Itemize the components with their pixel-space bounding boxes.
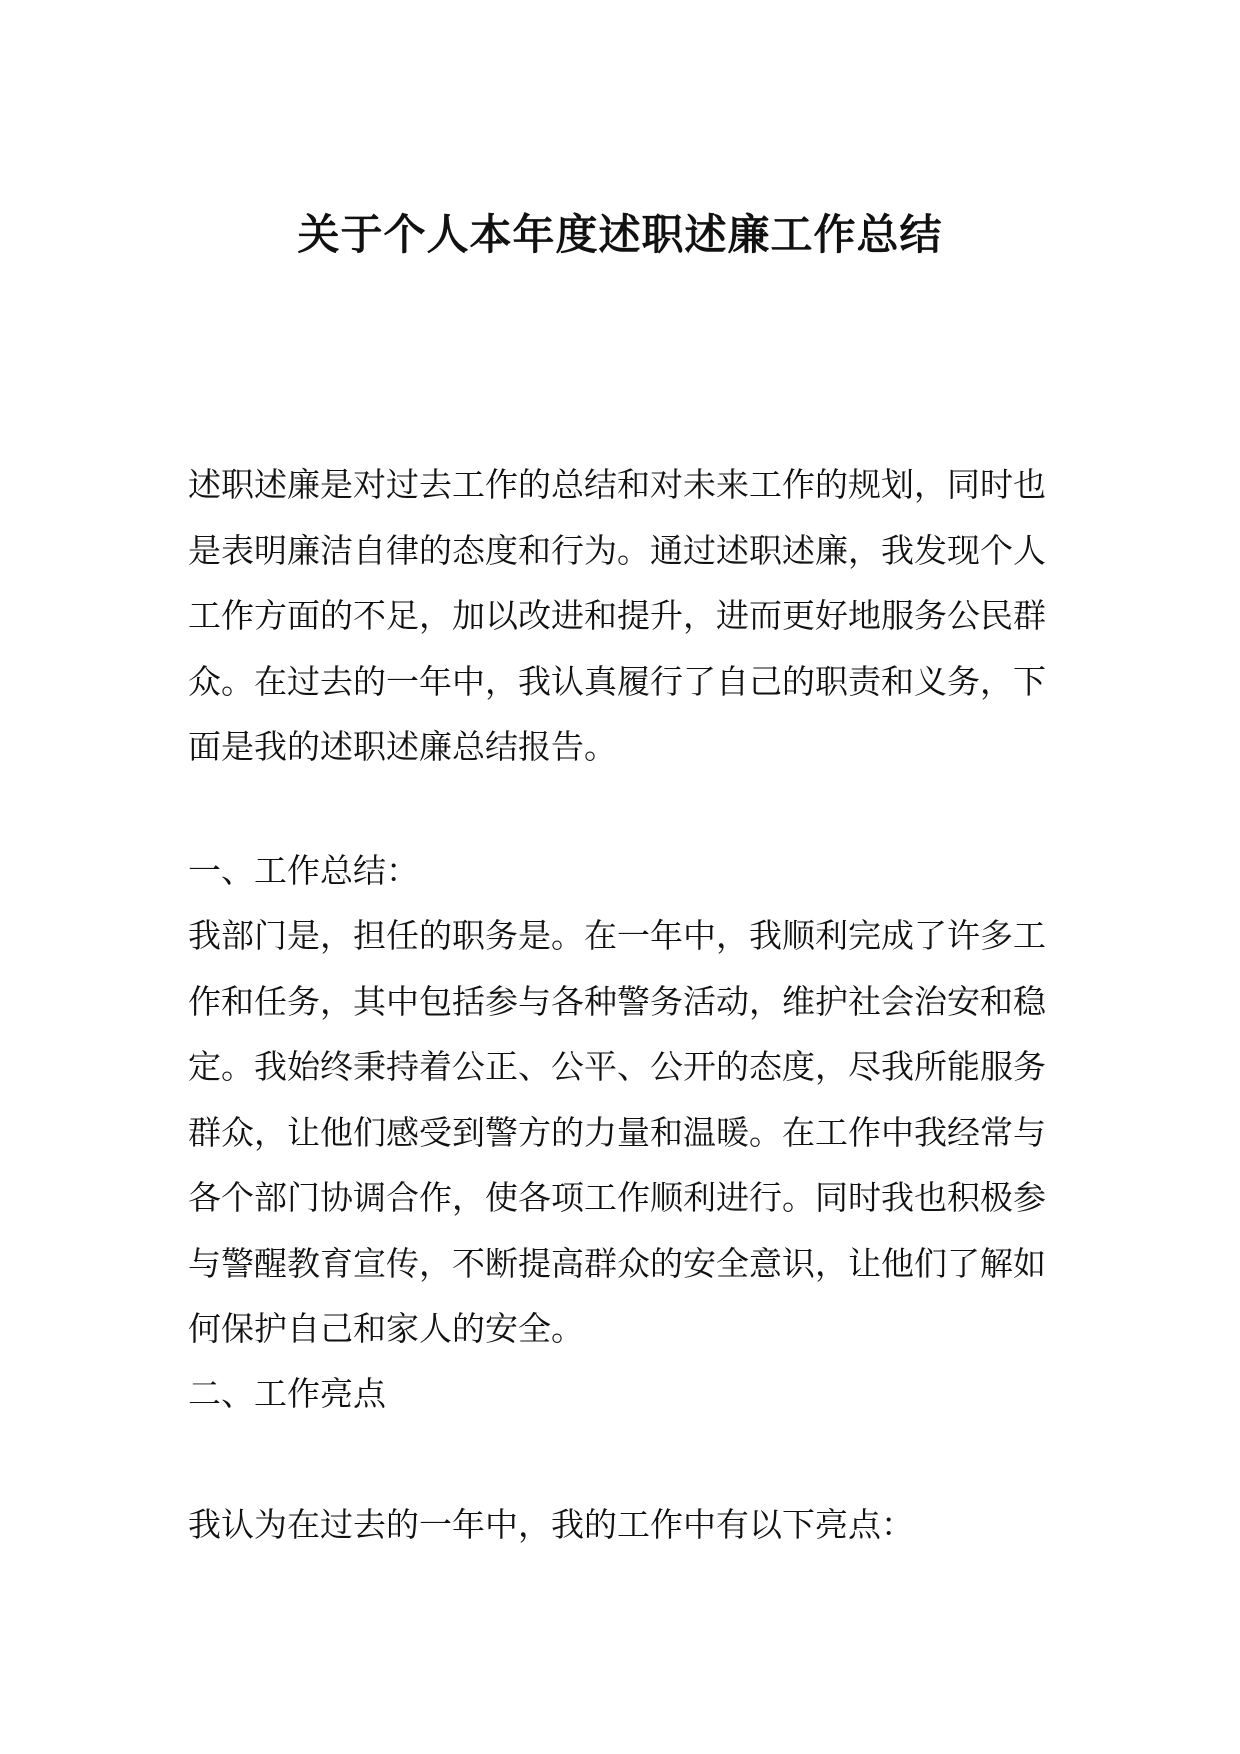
document-title: 关于个人本年度述职述廉工作总结 [297,210,943,259]
intro-paragraph: 述职述廉是对过去工作的总结和对未来工作的规划，同时也是表明廉洁自律的态度和行为。通过述职述廉，我发现个人工作方面的不足，加以改进和提升，进而更好地服务公民群众。在过去的一年中，我认真履行了自己的职责和义务，下面是我的述职述廉总结报告。 [188,465,1046,766]
section-body-work-highlights: 我认为在过去的一年中，我的工作中有以下亮点： [188,1505,914,1544]
section-heading-work-highlights: 二、工作亮点 [188,1374,386,1413]
section-body-work-summary: 我部门是，担任的职务是。在一年中，我顺利完成了许多工作和任务，其中包括参与各种警务活动，维护社会治安和稳定。我始终秉持着公正、公平、公开的态度，尽我所能服务群众，让他们感受到警方的力量和温暖。在工作中我经常与各个部门协调合作，使各项工作顺利进行。同时我也积极参与警醒教育宣传，不断提高群众的安全意识，让他们了解如何保护自己和家人的安全。 [188,916,1046,1348]
section-heading-work-summary: 一、工作总结： [188,851,419,890]
